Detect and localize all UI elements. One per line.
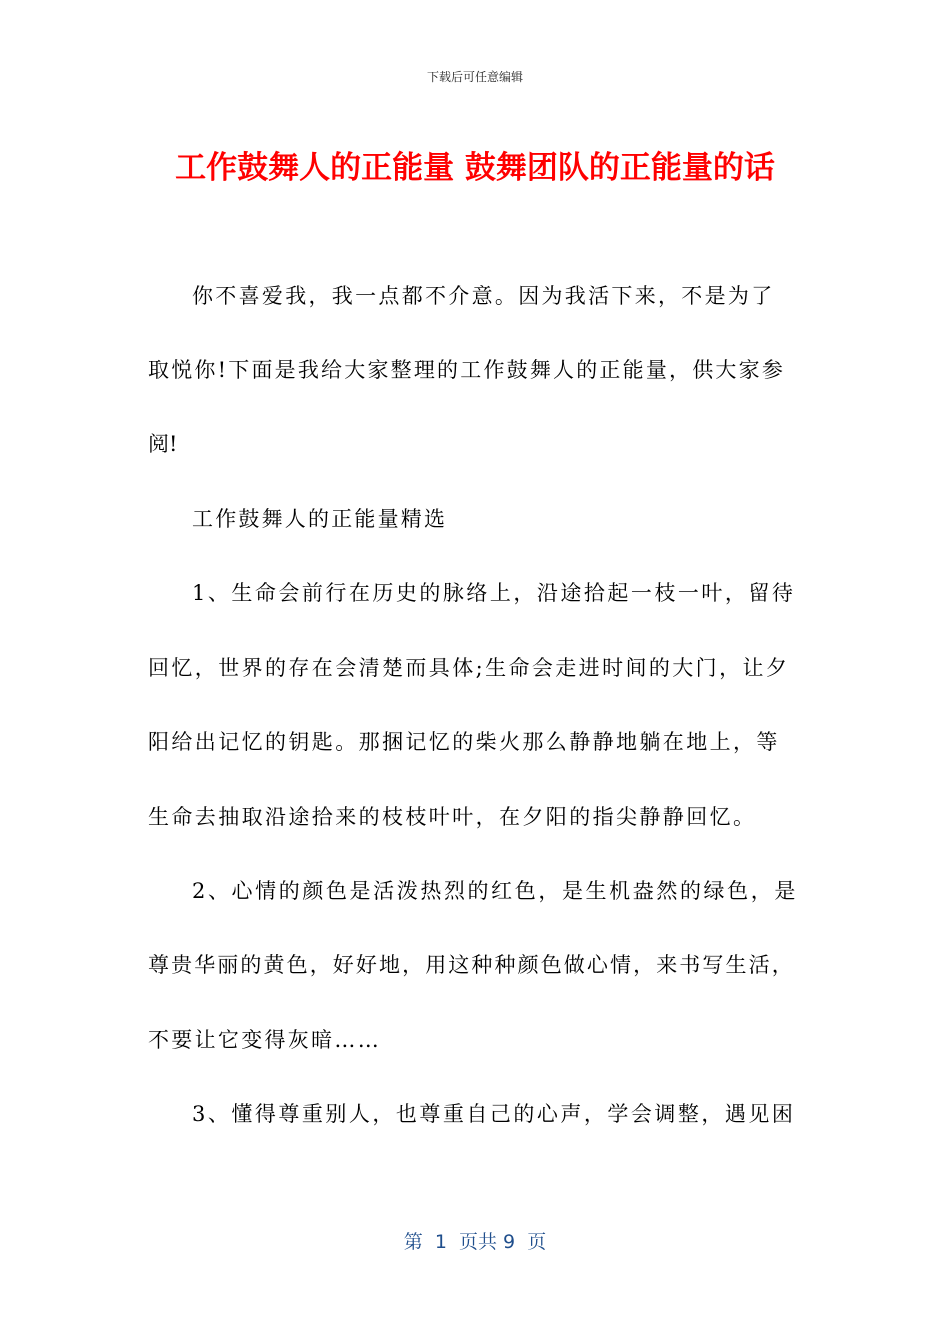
paragraph-line: 阅! (148, 432, 178, 456)
paragraph-line: 回忆，世界的存在会清楚而具体;生命会走进时间的大门，让夕 (148, 656, 790, 680)
paragraph-line: 1、生命会前行在历史的脉络上，沿途拾起一枝一叶，留待 (192, 581, 796, 605)
paragraph-line: 不要让它变得灰暗…… (148, 1028, 381, 1052)
header-note: 下载后可任意编辑 (426, 70, 523, 84)
paragraph-line: 取悦你!下面是我给大家整理的工作鼓舞人的正能量，供大家参 (148, 358, 786, 382)
page-number-footer: 第 1 页共 9 页 (403, 1231, 547, 1253)
paragraph-line: 2、心情的颜色是活泼热烈的红色，是生机盎然的绿色，是 (192, 879, 798, 903)
section-heading: 工作鼓舞人的正能量精选 (192, 507, 448, 531)
paragraph-line: 3、懂得尊重别人，也尊重自己的心声，学会调整，遇见困 (192, 1102, 796, 1126)
document-title: 工作鼓舞人的正能量 鼓舞团队的正能量的话 (175, 150, 775, 186)
paragraph-line: 阳给出记忆的钥匙。那捆记忆的柴火那么静静地躺在地上，等 (148, 730, 780, 754)
paragraph-line: 你不喜爱我，我一点都不介意。因为我活下来，不是为了 (192, 284, 775, 308)
paragraph-line: 尊贵华丽的黄色，好好地，用这种种颜色做心情，来书写生活， (148, 953, 795, 977)
paragraph-line: 生命去抽取沿途拾来的枝枝叶叶，在夕阳的指尖静静回忆。 (148, 805, 757, 829)
